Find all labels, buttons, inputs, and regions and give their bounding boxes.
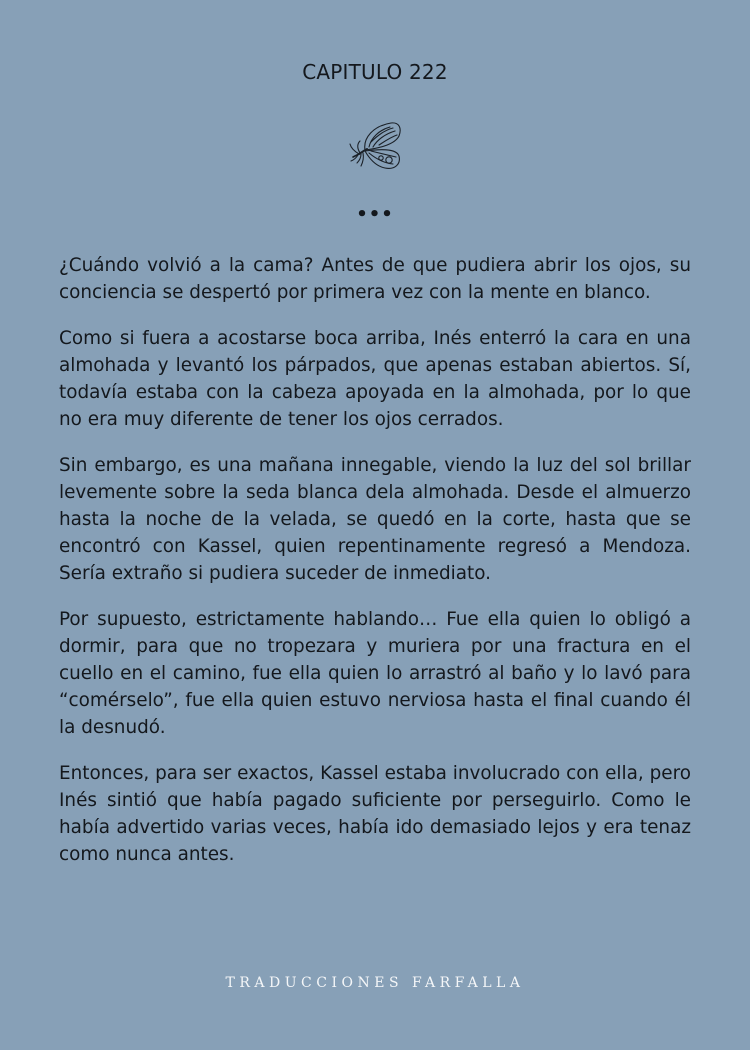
section-separator: ••• (356, 204, 394, 225)
paragraph-4: Por supuesto, estrictamente hablando… Fue ella quien lo obligó a dormir, para que no tropezara y muriera por una fractura en el cuello en el camino, fue ella quien lo arrastró al baño y lo lavó para “comérselo”, fue ella quien estuvo nerviosa hasta el final cuando él la desnudó. (59, 609, 691, 738)
paragraph-5: Entonces, para ser exactos, Kassel estaba involucrado con ella, pero Inés sintió que había pagado suficiente por perseguirlo. Como le había advertido varias veces, había ido demasiado lejos y era tenaz como nunca antes. (59, 763, 691, 865)
chapter-body (59, 252, 691, 887)
translator-credit: TRADUCCIONES FARFALLA (225, 975, 525, 991)
paragraph-1: ¿Cuándo volvió a la cama? Antes de que pudiera abrir los ojos, su conciencia se despertó por primera vez con la mente en blanco. (59, 255, 691, 303)
chapter-title: CAPITULO 222 (302, 60, 448, 84)
paragraph-2: Como si fuera a acostarse boca arriba, Inés enterró la cara en una almohada y levantó los párpados, que apenas estaban abiertos. Sí, todavía estaba con la cabeza apoyada en la almohada, por lo que no era muy diferente de tener los ojos cerrados. (59, 328, 691, 430)
butterfly-icon (343, 120, 407, 176)
paragraph-3: Sin embargo, es una mañana innegable, viendo la luz del sol brillar levemente sobre la seda blanca dela almohada. Desde el almuerzo hasta la noche de la velada, se quedó en la corte, hasta que se encontró con Kassel, quien repentinamente regresó a Mendoza. Sería extraño si pudiera suceder de inmediato. (59, 455, 691, 584)
